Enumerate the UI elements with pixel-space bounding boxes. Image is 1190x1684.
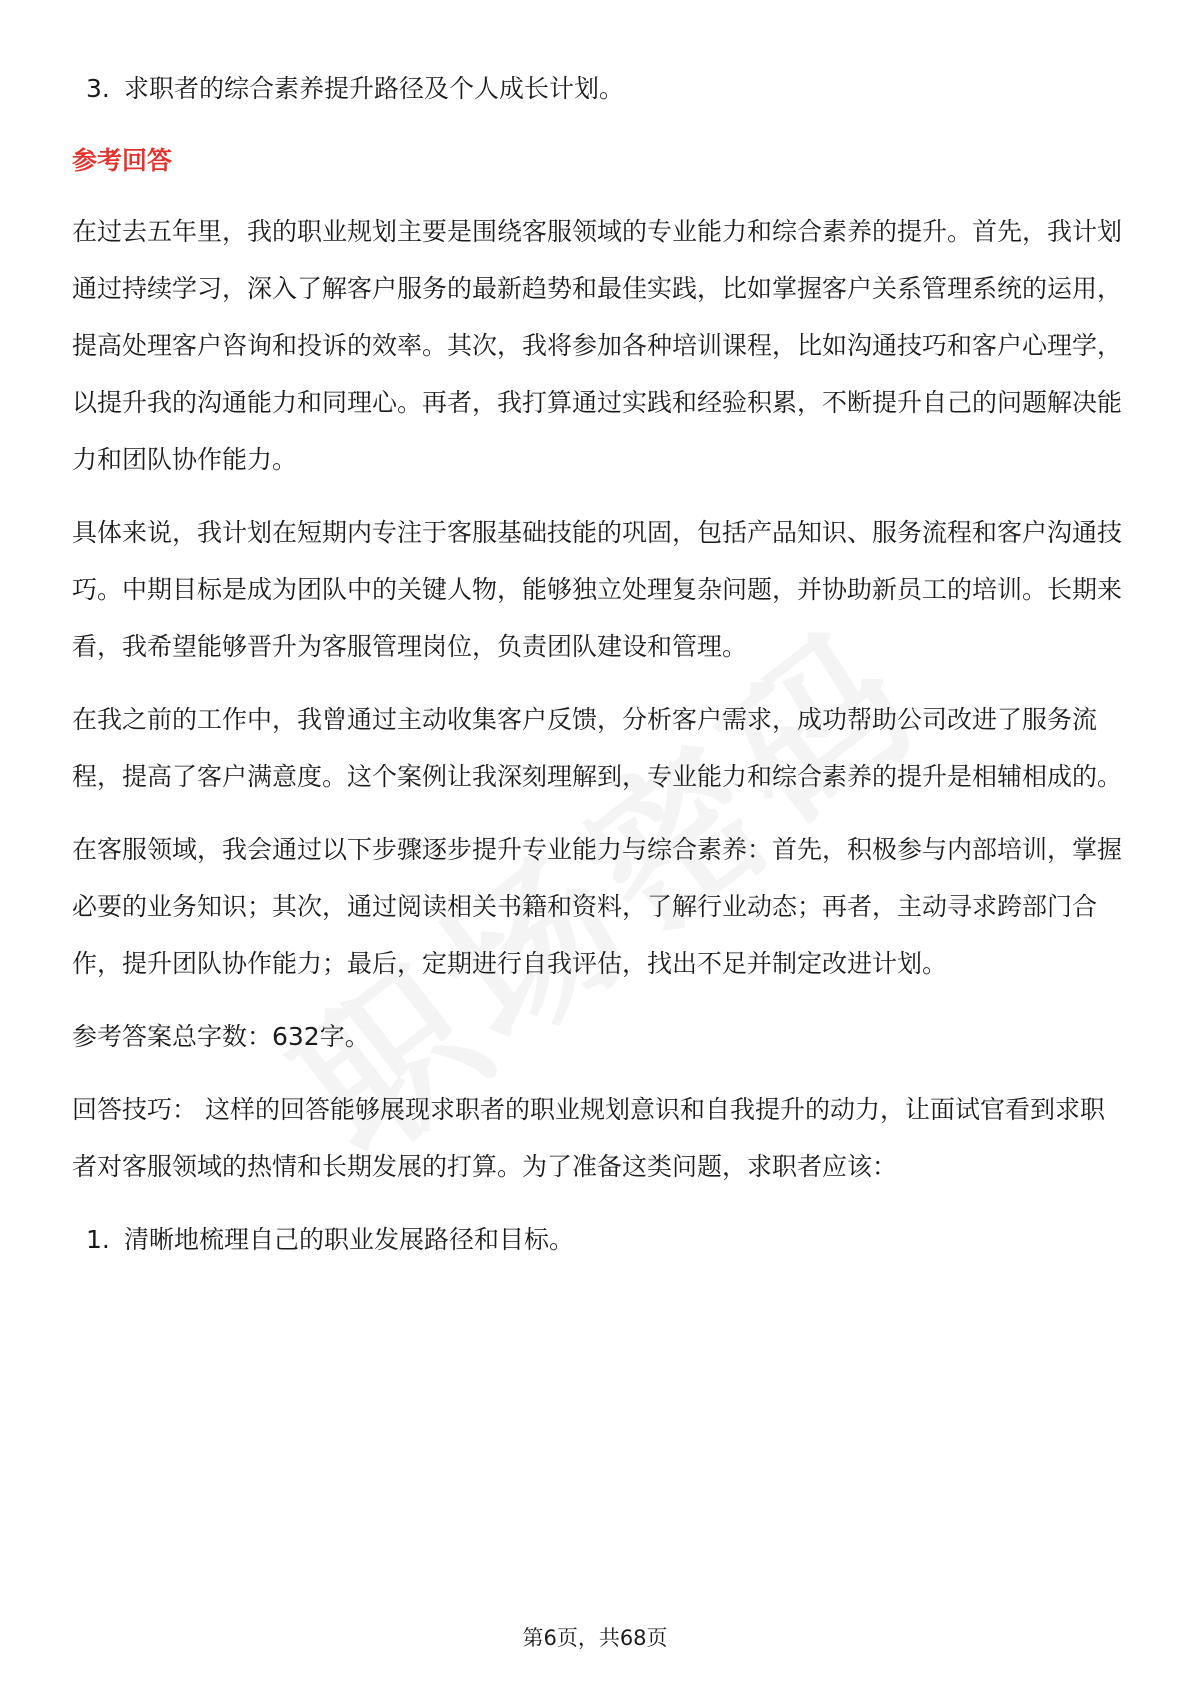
paragraph-2: 具体来说，我计划在短期内专注于客服基础技能的巩固，包括产品知识、服务流程和客户沟通技巧。中期目标是成为团队中的关键人物，能够独立处理复杂问题，并协助新员工的培训。长期来看，我希望能够晋升为客服管理岗位，负责团队建设和管理。: [72, 518, 1123, 661]
paragraph-4: 在客服领域，我会通过以下步骤逐步提升专业能力与综合素养：首先，积极参与内部培训，掌握必要的业务知识；其次，通过阅读相关书籍和资料，了解行业动态；再者，主动寻求跨部门合作，提升团队协作能力；最后，定期进行自我评估，找出不足并制定改进计划。: [72, 835, 1123, 978]
answer-heading: 参考回答: [72, 146, 173, 175]
page-content: [72, 60, 1122, 1268]
paragraph-3: 在我之前的工作中，我曾通过主动收集客户反馈，分析客户需求，成功帮助公司改进了服务流程，提高了客户满意度。这个案例让我深刻理解到，专业能力和综合素养的提升是相辅相成的。: [72, 705, 1123, 791]
list-item-1: [72, 1211, 1122, 1268]
answer-tips: 回答技巧： 这样的回答能够展现求职者的职业规划意识和自我提升的动力，让面试官看到求职者对客服领域的热情和长期发展的打算。为了准备这类问题，求职者应该：: [72, 1095, 1105, 1181]
list-number: 1.: [86, 1225, 110, 1254]
list-item-3: [72, 60, 1122, 117]
list-text: 求职者的综合素养提升路径及个人成长计划。: [124, 74, 625, 103]
paragraph-1: 在过去五年里，我的职业规划主要是围绕客服领域的专业能力和综合素养的提升。首先，我计划通过持续学习，深入了解客户服务的最新趋势和最佳实践，比如掌握客户关系管理系统的运用，提高处理客户咨询和投诉的效率。其次，我将参加各种培训课程，比如沟通技巧和客户心理学，以提升我的沟通能力和同理心。再者，我打算通过实践和经验积累，不断提升自己的问题解决能力和团队协作能力。: [72, 217, 1123, 474]
list-text: 清晰地梳理自己的职业发展路径和目标。: [124, 1225, 575, 1254]
word-count: 参考答案总字数：632字。: [72, 1022, 370, 1051]
list-number: 3.: [86, 74, 110, 103]
page-footer: 第6页，共68页: [522, 1626, 668, 1650]
